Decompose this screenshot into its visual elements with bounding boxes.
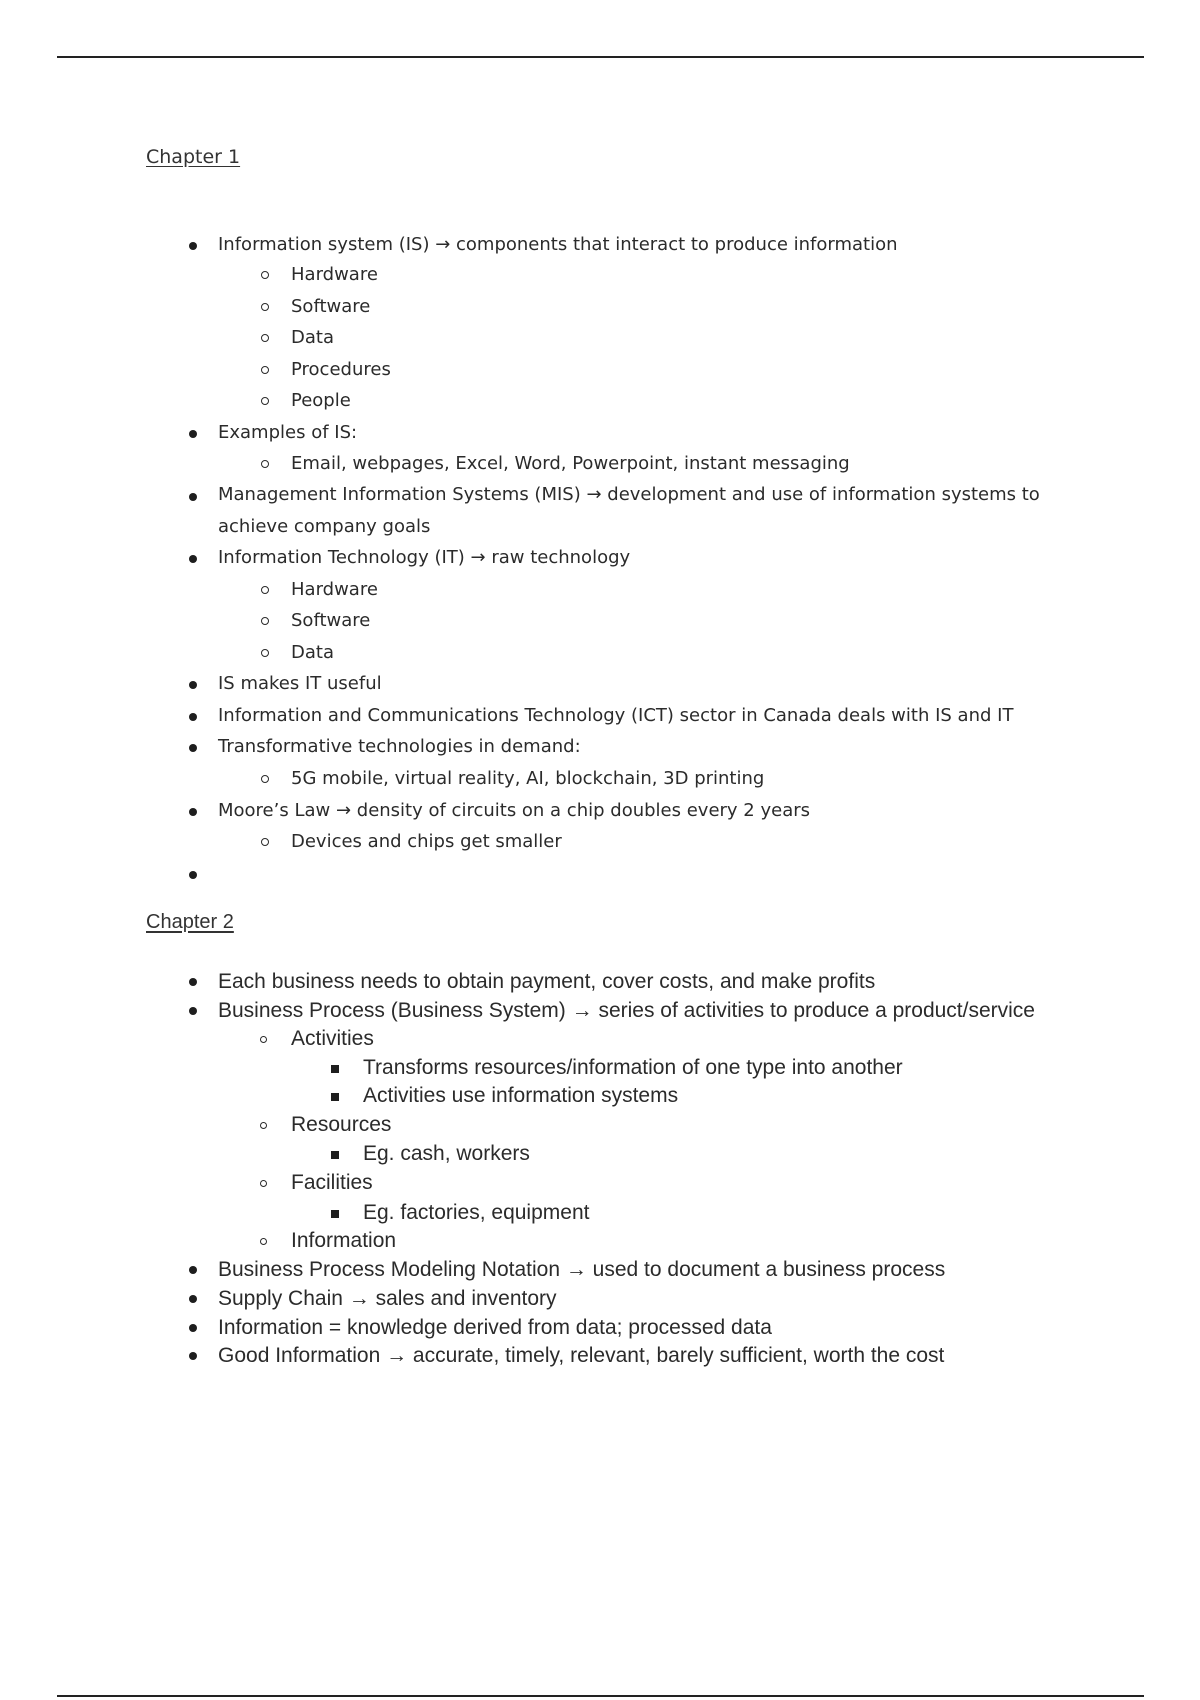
list-item-text: Eg. cash, workers — [363, 1142, 530, 1165]
list-item-text: Each business needs to obtain payment, cover costs, and make profits — [218, 970, 876, 993]
list-item — [291, 1114, 391, 1135]
list-item-text: Data — [291, 327, 334, 348]
bullet-circle-icon — [260, 1036, 267, 1043]
footer-rule — [57, 1695, 1144, 1697]
bullet-circle-icon — [261, 366, 269, 374]
list-item-text: Information and Communications Technology (ICT) sector in Canada deals with IS and IT — [218, 705, 1014, 726]
list-item-text: Procedures — [291, 359, 391, 380]
bullet-circle-icon — [261, 303, 269, 311]
list-item-text: Facilities — [291, 1171, 373, 1194]
bullet-dot-icon — [189, 681, 197, 689]
list-item-text: Hardware — [291, 579, 378, 600]
bullet-dot-icon — [189, 871, 197, 879]
list-item-text: Examples of IS: — [218, 422, 358, 443]
list-item — [218, 549, 630, 567]
bullet-dot-icon — [189, 1007, 197, 1015]
list-item-text: Devices and chips get smaller — [291, 831, 562, 852]
bullet-dot-icon — [189, 808, 197, 816]
list-item-text: Information system (IS) → components that interact to produce information — [218, 234, 898, 255]
bullet-circle-icon — [260, 1238, 267, 1245]
list-item-text: Email, webpages, Excel, Word, Powerpoint, instant messaging — [291, 453, 850, 474]
list-item — [218, 1345, 944, 1366]
list-item-text: Software — [291, 296, 371, 317]
list-item-text: Business Process (Business System) → series of activities to produce a product/service — [218, 999, 1035, 1022]
bullet-circle-icon — [261, 649, 269, 657]
bullet-square-icon — [331, 1210, 339, 1218]
list-item-text: People — [291, 390, 351, 411]
list-item — [291, 833, 562, 851]
list-item-text: Transformative technologies in demand: — [218, 736, 581, 757]
list-item — [218, 738, 581, 756]
bullet-circle-icon — [260, 1122, 267, 1129]
list-item — [218, 802, 810, 820]
bullet-dot-icon — [189, 430, 197, 438]
list-item-text: Eg. factories, equipment — [363, 1201, 590, 1224]
list-item-text: Resources — [291, 1113, 392, 1136]
list-item-text: Information = knowledge derived from data; processed data — [218, 1316, 772, 1339]
list-item-text: Activities — [291, 1027, 374, 1050]
header-rule — [57, 56, 1144, 58]
list-item — [218, 707, 1013, 725]
list-item — [363, 1085, 678, 1106]
list-item — [363, 1143, 530, 1164]
list-item — [291, 644, 334, 662]
list-item-text: Hardware — [291, 264, 378, 285]
list-item — [291, 581, 378, 599]
list-item — [218, 1317, 772, 1338]
bullet-dot-icon — [189, 1295, 197, 1303]
list-item-text: Business Process Modeling Notation → used to document a business process — [218, 1258, 946, 1281]
list-item-text: Transforms resources/information of one type into another — [363, 1056, 903, 1079]
bullet-dot-icon — [189, 1324, 197, 1332]
list-item-text: 5G mobile, virtual reality, AI, blockchain, 3D printing — [291, 768, 765, 789]
list-item-text: Data — [291, 642, 334, 663]
bullet-square-icon — [331, 1065, 339, 1073]
bullet-dot-icon — [189, 978, 197, 986]
list-item — [291, 1230, 396, 1251]
list-item-text: IS makes IT useful — [218, 673, 382, 694]
list-item — [363, 1202, 589, 1223]
bullet-dot-icon — [189, 555, 197, 563]
list-item-text: Information — [291, 1229, 397, 1252]
bullet-circle-icon — [261, 334, 269, 342]
bullet-circle-icon — [261, 586, 269, 594]
bullet-dot-icon — [189, 1352, 197, 1360]
list-item — [291, 1028, 374, 1049]
list-item — [218, 675, 382, 693]
list-item — [218, 236, 898, 254]
list-item — [291, 329, 334, 347]
list-item — [218, 1000, 1035, 1021]
list-item — [291, 266, 378, 284]
bullet-circle-icon — [261, 460, 269, 468]
list-item-text: Activities use information systems — [363, 1084, 679, 1107]
list-item — [218, 479, 1058, 543]
list-item — [291, 770, 764, 788]
list-item-text: Supply Chain → sales and inventory — [218, 1287, 557, 1310]
bullet-circle-icon — [261, 838, 269, 846]
list-item-text: Management Information Systems (MIS) → development and use of information systems to achieve company goals — [218, 484, 1040, 537]
list-item — [218, 424, 357, 442]
list-item — [291, 612, 370, 630]
chapter-2-heading: Chapter 2 — [146, 911, 234, 933]
bullet-square-icon — [331, 1151, 339, 1159]
list-item — [291, 455, 850, 473]
bullet-circle-icon — [260, 1180, 267, 1187]
list-item — [291, 392, 351, 410]
list-item-text: Software — [291, 610, 371, 631]
bullet-dot-icon — [189, 1266, 197, 1274]
bullet-dot-icon — [189, 713, 197, 721]
list-item — [291, 1172, 373, 1193]
bullet-dot-icon — [189, 242, 197, 250]
list-item — [218, 1259, 945, 1280]
list-item — [363, 1057, 903, 1078]
list-item — [218, 1288, 557, 1309]
list-item — [291, 361, 391, 379]
list-item-text: Good Information → accurate, timely, relevant, barely sufficient, worth the cost — [218, 1344, 945, 1367]
bullet-square-icon — [331, 1093, 339, 1101]
bullet-dot-icon — [189, 744, 197, 752]
bullet-circle-icon — [261, 617, 269, 625]
bullet-circle-icon — [261, 397, 269, 405]
bullet-circle-icon — [261, 271, 269, 279]
list-item — [291, 298, 370, 316]
bullet-dot-icon — [189, 493, 197, 501]
chapter-1-heading: Chapter 1 — [146, 146, 241, 168]
bullet-circle-icon — [261, 775, 269, 783]
list-item-text: Information Technology (IT) → raw technology — [218, 547, 631, 568]
list-item — [218, 971, 875, 992]
list-item-text: Moore’s Law → density of circuits on a chip doubles every 2 years — [218, 800, 810, 821]
